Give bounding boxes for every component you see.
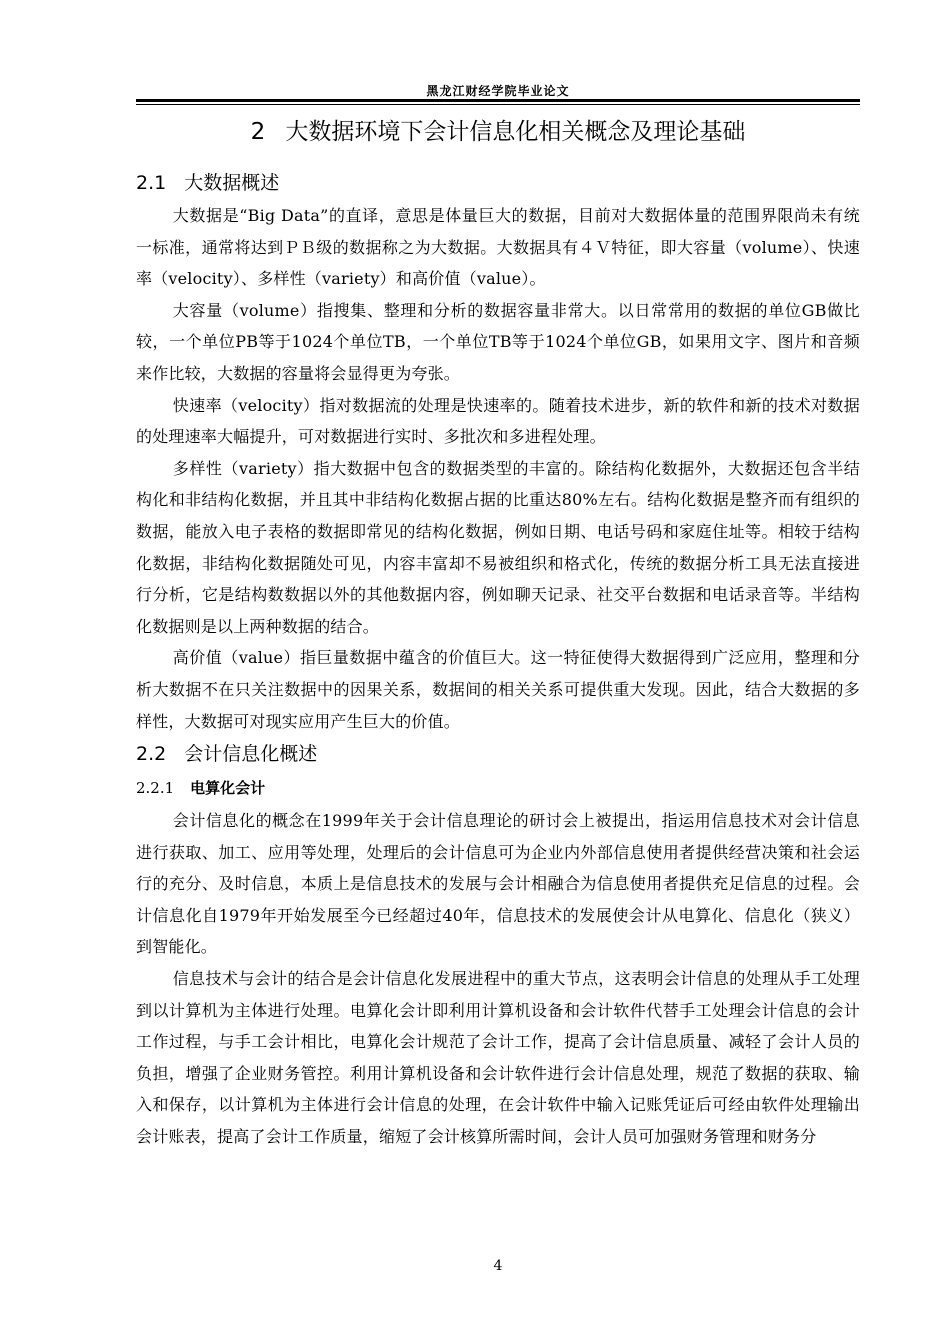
header-rule-thin [136,104,860,105]
paragraph: 信息技术与会计的结合是会计信息化发展进程中的重大节点，这表明会计信息的处理从手工处理到以计算机为主体进行处理。电算化会计即利用计算机设备和会计软件代替手工处理会计信息的会计工作过程，与手工会计相比，电算化会计规范了会计工作，提高了会计信息质量、减轻了会计人员的负担，增强了企业财务管控。利用计算机设备和会计软件进行会计信息处理，规范了数据的获取、输入和保存，以计算机为主体进行会计信息的处理，在会计软件中输入记账凭证后可经由软件处理输出会计账表，提高了会计工作质量，缩短了会计核算所需时间，会计人员可加强财务管理和财务分 [136,969,860,1147]
page-body [136,112,860,1153]
paragraph: 会计信息化的概念在1999年关于会计信息理论的研讨会上被提出，指运用信息技术对会计信息进行获取、加工、应用等处理，处理后的会计信息可为企业内外部信息使用者提供经营决策和社会运行的充分、及时信息，本质上是信息技术的发展与会计相融合为信息使用者提供充足信息的过程。会计信息化自1979年开始发展至今已经超过40年，信息技术的发展使会计从电算化、信息化（狭义）到智能化。 [136,811,860,957]
subsection-title: 电算化会计 [190,779,266,798]
header-rule-thick [136,99,860,102]
paragraph: 大容量（volume）指搜集、整理和分析的数据容量非常大。以日常常用的数据的单位GB做比较，一个单位PB等于1024个单位TB，一个单位TB等于1024个单位GB，如果用文字、图片和音频来作比较，大数据的容量将会显得更为夸张。 [136,300,860,383]
chapter-number: 2 [250,119,266,145]
paragraph: 高价值（value）指巨量数据中蕴含的价值巨大。这一特征使得大数据得到广泛应用，整理和分析大数据不在只关注数据中的因果关系，数据间的相关关系可提供重大发现。因此，结合大数据的多样性，大数据可对现实应用产生巨大的价值。 [136,648,860,731]
paragraph: 快速率（velocity）指对数据流的处理是快速率的。随着技术进步，新的软件和新的技术对数据的处理速率大幅提升，可对数据进行实时、多批次和多进程处理。 [136,395,860,447]
paragraph: 多样性（variety）指大数据中包含的数据类型的丰富的。除结构化数据外，大数据还包含半结构化和非结构化数据，并且其中非结构化数据占据的比重达80%左右。结构化数据是整齐而有组织的数据，能放入电子表格的数据即常见的结构化数据，例如日期、电话号码和家庭住址等。相较于结构化数据，非结构化数据随处可见，内容丰富却不易被组织和格式化，传统的数据分析工具无法直接进行分析，它是结构数数据以外的其他数据内容，例如聊天记录、社交平台数据和电话录音等。半结构化数据则是以上两种数据的结合。 [136,458,860,636]
section-number: 2.2 [136,743,167,766]
section-title: 大数据概述 [184,172,280,194]
section-title: 会计信息化概述 [184,743,318,766]
section-heading [136,737,860,771]
subsection-heading [136,771,860,805]
chapter-heading [136,112,860,166]
chapter-title: 大数据环境下会计信息化相关概念及理论基础 [285,119,746,145]
running-header: 黑龙江财经学院毕业论文 [426,84,570,98]
section-heading [136,166,860,200]
subsection-number: 2.2.1 [136,779,175,798]
page-number: 4 [493,1258,503,1274]
paragraph: 大数据是“Big Data”的直译，意思是体量巨大的数据，目前对大数据体量的范围界限尚未有统一标准，通常将达到ＰＢ级的数据称之为大数据。大数据具有４Ｖ特征，即大容量（volume）、快速率（velocity）、多样性（variety）和高价值（value）。 [136,206,860,289]
section-number: 2.1 [136,172,167,194]
